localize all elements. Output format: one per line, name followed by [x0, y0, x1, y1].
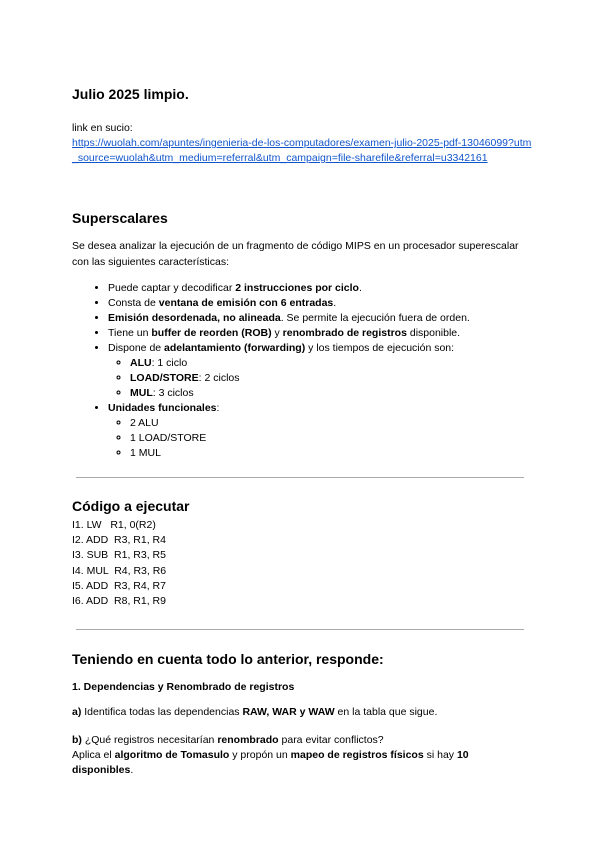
list-item: ◦ LOAD/STORE: 2 ciclos [130, 371, 470, 386]
feature-list [90, 281, 470, 461]
code-line: I6. ADD R8, R1, R9 [72, 595, 166, 608]
question-1-title: 1. Dependencias y Renombrado de registros [72, 681, 295, 693]
list-item: • Tiene un buffer de reorden (ROB) y renombrado de registros disponible. [108, 326, 470, 341]
list-item: ◦ MUL: 3 ciclos [130, 386, 470, 401]
code-line: I4. MUL R4, R3, R6 [72, 564, 167, 577]
list-item: • Puede captar y decodificar 2 instrucciones por ciclo. [108, 281, 470, 296]
list-item: • Consta de ventana de emisión con 6 entradas. [108, 296, 470, 311]
list-item: ◦ 2 ALU [130, 416, 470, 431]
questions-heading: Teniendo en cuenta todo lo anterior, responde: [72, 651, 384, 667]
code-line: I3. SUB R1, R3, R5 [72, 549, 166, 562]
list-item: ◦ ALU: 1 ciclo [130, 356, 470, 371]
superscalar-intro: Se desea analizar la ejecución de un fragmento de código MIPS en un procesador superescalar con las siguientes características: [72, 240, 519, 268]
units-list [108, 416, 470, 461]
code-line: I5. ADD R3, R4, R7 [72, 579, 166, 592]
code-line: I1. LW R1, 0(R2) [72, 519, 156, 531]
list-item: ◦ 1 MUL [130, 446, 470, 461]
divider [76, 477, 524, 478]
code-block [72, 518, 166, 609]
superscalar-heading: Superscalares [72, 210, 168, 226]
source-link-label: link en sucio: [72, 122, 133, 134]
list-item: • Unidades funcionales: ◦ 2 ALU ◦ 1 LOAD/STORE ◦ 1 MUL [108, 401, 470, 461]
list-item: • Emisión desordenada, no alineada. Se permite la ejecución fuera de orden. [108, 311, 470, 326]
question-b: b) ¿Qué registros necesitarían renombrado para evitar conflictos? Aplica el algoritmo de Tomasulo y propón un mapeo de registros físicos si hay 10 disponibles. [72, 734, 469, 776]
list-item: ◦ 1 LOAD/STORE [130, 431, 470, 446]
question-a: a) Identifica todas las dependencias RAW, WAR y WAW en la tabla que sigue. [72, 706, 438, 718]
list-item: • Dispone de adelantamiento (forwarding) y los tiempos de ejecución son: ◦ ALU: 1 ciclo ◦ LOAD/STORE: 2 ciclos ◦ MUL: 3 ciclos [108, 341, 470, 401]
code-line: I2. ADD R3, R1, R4 [72, 534, 166, 547]
timings-list [108, 356, 470, 401]
divider [76, 629, 524, 630]
source-link[interactable]: https://wuolah.com/apuntes/ingenieria-de-los-computadores/examen-julio-2025-pdf-13046099?utm_source=wuolah&utm_medium=referral&utm_campaign=file-sharefile&referral=u3342161 [72, 137, 532, 164]
page-title: Julio 2025 limpio. [72, 86, 189, 102]
code-heading: Código a ejecutar [72, 498, 190, 514]
